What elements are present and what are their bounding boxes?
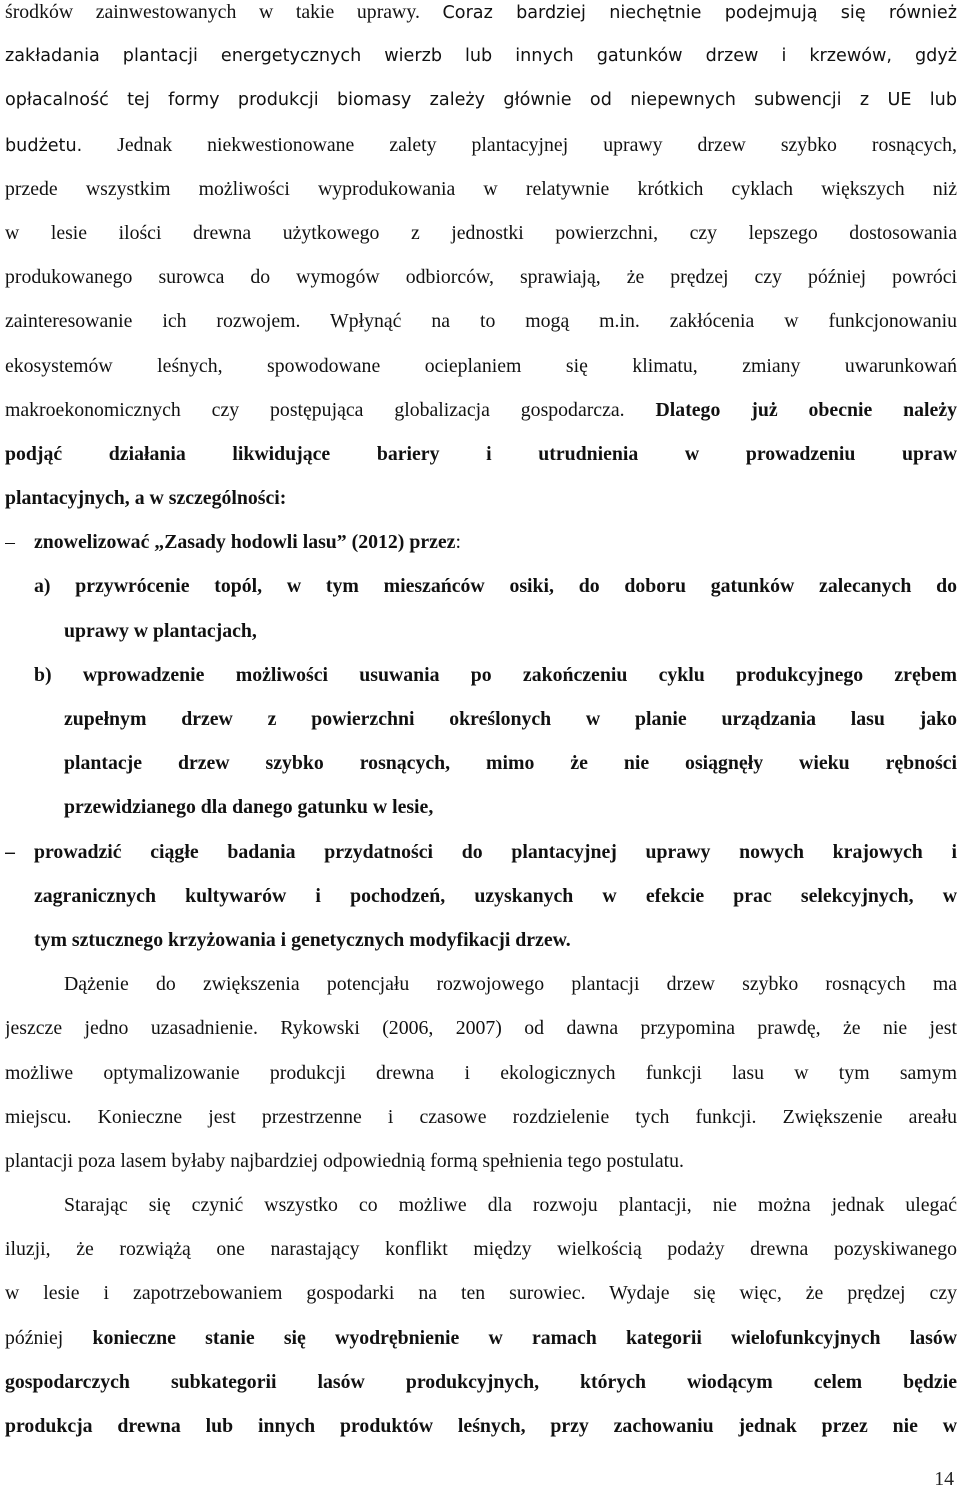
text-line [5, 1316, 957, 1360]
bullet-item [5, 520, 957, 564]
text-line: produkowanego surowca do wymogów odbiorców, sprawiają, że prędzej czy później powróci [5, 266, 957, 289]
text-line: w lesie i zapotrzebowaniem gospodarki na ten surowiec. Wydaje się więc, że prędzej czy [5, 1282, 957, 1305]
text-segment: Jednak niekwestionowane zalety plantacyjnej uprawy drzew szybko rosnących, [82, 133, 957, 156]
text-line: przede wszystkim możliwości wyprodukowania w relatywnie krótkich cyklach większych niż [5, 177, 957, 200]
text-segment: budżetu. [5, 135, 83, 156]
bullet-colon: : [455, 531, 461, 554]
bullet-text: prowadzić ciągłe badania przydatności do plantacyjnej uprawy nowych krajowych i [34, 840, 957, 863]
text-line: iluzji, że rozwiążą one narastający konflikt między wielkością podaży drewna pozyskiwanego [5, 1238, 957, 1261]
text-line: możliwe optymalizowanie produkcji drewna i ekologicznych funkcji lasu w tym samym [5, 1061, 957, 1084]
bullet-text: znowelizować „Zasady hodowli lasu” (2012) przez [34, 531, 456, 554]
text-segment: środków zainwestowanych w takie uprawy. [5, 1, 443, 23]
bullet-item-cont: tym sztucznego krzyżowania i genetycznych modyfikacji drzew. [34, 928, 571, 951]
paragraph-first-line: Dążenie do zwiększenia potencjału rozwojowego plantacji drzew szybko rosnących ma [64, 973, 957, 996]
list-item-b: b) wprowadzenie możliwości usuwania po zakończeniu cyklu produkcyjnego zrębem [34, 663, 957, 686]
text-line [5, 123, 957, 167]
text-line: opłacalność tej formy produkcji biomasy zależy głównie od niepewnych subwencji z UE lub [5, 90, 957, 111]
text-line: produkcja drewna lub innych produktów leśnych, przy zachowaniu jednak przez nie w [5, 1415, 957, 1437]
text-line: plantacyjnych, a w szczególności: [5, 487, 287, 510]
text-line: ekosystemów leśnych, spowodowane ocieplaniem się klimatu, zmiany uwarunkowań [5, 354, 957, 377]
text-line: miejscu. Konieczne jest przestrzenne i czasowe rozdzielenie tych funkcji. Zwiększenie areału [5, 1105, 957, 1128]
text-segment: Coraz bardziej niechętnie podejmują się również [442, 3, 957, 23]
text-line: plantacji poza lasem byłaby najbardziej odpowiednią formą spełnienia tego postulatu. [5, 1149, 684, 1172]
text-line: gospodarczych subkategorii lasów produkcyjnych, których wiodącym celem będzie [5, 1370, 957, 1393]
paragraph-first-line: Starając się czynić wszystko co możliwe dla rozwoju plantacji, nie można jednak ulegać [64, 1194, 957, 1217]
text-line: jeszcze jedno uzasadnienie. Rykowski (2006, 2007) od dawna przypomina prawdę, że nie jest [5, 1017, 957, 1040]
text-line: podjąć działania likwidujące bariery i utrudnienia w prowadzeniu upraw [5, 442, 957, 465]
dash-marker: – [5, 840, 15, 863]
text-segment-bold: Dlatego już obecnie należy [655, 398, 957, 421]
bullet-item [5, 830, 957, 874]
document-page [5, 0, 957, 1448]
text-line [5, 388, 957, 432]
list-item-a: a) przywrócenie topól, w tym mieszańców osiki, do doboru gatunków zalecanych do [34, 575, 957, 598]
list-item-a-cont: uprawy w plantacjach, [64, 619, 257, 642]
list-item-b-cont: zupełnym drzew z powierzchni określonych w planie urządzania lasu jako [64, 708, 957, 730]
dash-marker: – [5, 531, 15, 554]
text-segment-bold: konieczne stanie się wyodrębnienie w ramach kategorii wielofunkcyjnych lasów [92, 1326, 957, 1349]
text-line: zakładania plantacji energetycznych wierzb lub innych gatunków drzew i krzewów, gdyż [5, 46, 957, 67]
page-number: 14 [934, 1468, 954, 1490]
text-line: w lesie ilości drewna użytkowego z jednostki powierzchni, czy lepszego dostosowania [5, 221, 957, 244]
list-item-b-cont: plantacje drzew szybko rosnących, mimo że nie osiągnęły wieku rębności [64, 752, 957, 775]
text-segment: później [5, 1326, 93, 1349]
text-line: zainteresowanie ich rozwojem. Wpłynąć na to mogą m.in. zakłócenia w funkcjonowaniu [5, 310, 957, 333]
list-item-b-cont: przewidzianego dla danego gatunku w lesie, [64, 796, 434, 819]
text-line [5, 0, 957, 34]
bullet-item-cont: zagranicznych kultywarów i pochodzeń, uzyskanych w efekcie prac selekcyjnych, w [34, 884, 957, 907]
text-segment: makroekonomicznych czy postępująca globalizacja gospodarcza. [5, 398, 656, 421]
